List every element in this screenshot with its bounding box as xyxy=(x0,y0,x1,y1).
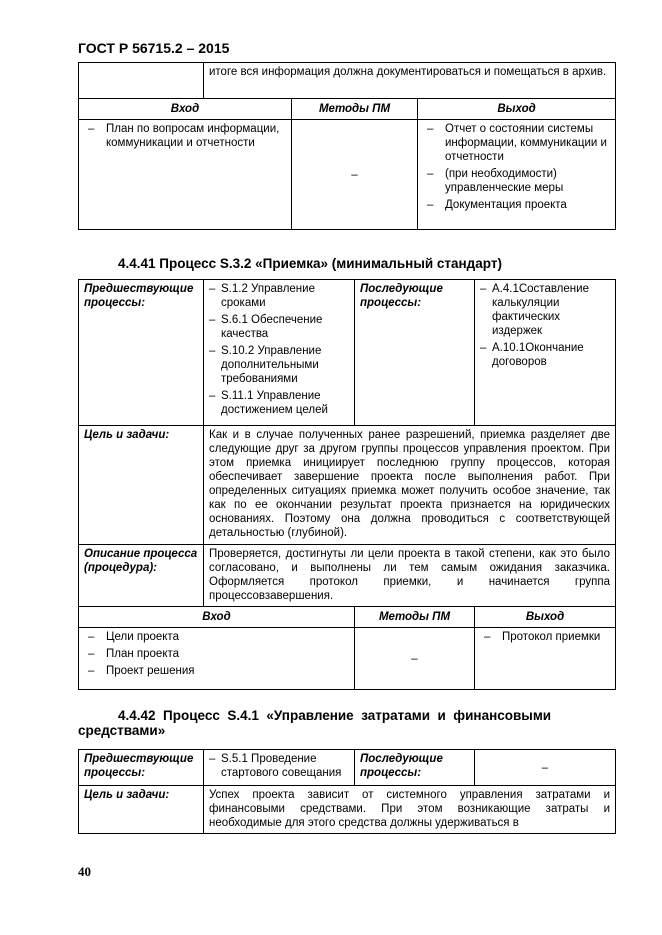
description-text: Проверяется, достигнуты ли цели проекта в такой степени, как это было согласовано, и выполнены ли тем самым ожидания заказчика. Оформляется протокол приемки, и начинается группа процессовзавершения. xyxy=(204,545,616,607)
successors-value: – xyxy=(475,750,616,786)
methods-cell: – xyxy=(355,628,475,690)
heading-line-2: средствами» xyxy=(78,723,166,738)
methods-cell: – xyxy=(292,120,418,230)
successor-item: – A.4.1Составление калькуляции фактических издержек xyxy=(480,282,610,338)
continuation-text: итоге вся информация должна документироваться и помещаться в архив. xyxy=(204,63,616,99)
input-item: – Проект решения xyxy=(84,664,349,678)
col-header-methods: Методы ПМ xyxy=(355,607,475,628)
predecessor-item: – S.11.1 Управление достижением целей xyxy=(209,389,349,417)
predecessor-item: – S.10.2 Управление дополнительными требованиями xyxy=(209,344,349,386)
successor-item: – A.10.1Окончание договоров xyxy=(480,341,610,369)
successors-cell xyxy=(475,280,616,426)
goal-text: Успех проекта зависит от системного управления затратами и финансовыми средствами. При этом возникающие затраты и необходимые для этого средства должны удерживаться в xyxy=(204,786,616,834)
col-header-input: Вход xyxy=(79,99,292,120)
section-heading-4-4-42 xyxy=(78,708,615,738)
outputs-cell xyxy=(418,120,616,230)
empty-cell xyxy=(79,63,204,99)
col-header-input: Вход xyxy=(79,607,355,628)
input-item: – Цели проекта xyxy=(84,630,349,644)
output-item: – Протокол приемки xyxy=(480,630,610,644)
table-top xyxy=(78,62,616,230)
goal-text: Как и в случае полученных ранее разрешений, приемка разделяет две следующие друг за другом группы процессов управления проектом. При этом приемка инициирует последнюю группу процессов, которая обеспечивает завершение проекта после выполнения работ. При определенных ситуациях приемка может получить особое значение, так как по ее окончании результат проекта признается на юридических основаниях. Поэтому она должна проводиться с соответствующей детальностью (глубиной). xyxy=(204,426,616,545)
successors-label: Последующие процессы: xyxy=(355,280,475,426)
table-s3-2 xyxy=(78,279,616,690)
inputs-cell xyxy=(79,628,355,690)
section-heading-4-4-41: 4.4.41 Процесс S.3.2 «Приемка» (минимальный стандарт) xyxy=(118,256,502,271)
output-item: – Отчет о состоянии системы информации, коммуникации и отчетности xyxy=(423,122,610,164)
document-header: ГОСТ Р 56715.2 – 2015 xyxy=(78,40,230,56)
predecessor-item: – S.1.2 Управление сроками xyxy=(209,282,349,310)
col-header-output: Выход xyxy=(475,607,616,628)
col-header-output: Выход xyxy=(418,99,616,120)
predecessors-label: Предшествующие процессы: xyxy=(79,280,204,426)
table-s4-1 xyxy=(78,749,616,834)
outputs-cell xyxy=(475,628,616,690)
predecessors-cell xyxy=(204,750,355,786)
output-item: – (при необходимости) управленческие меры xyxy=(423,167,610,195)
col-header-methods: Методы ПМ xyxy=(292,99,418,120)
output-item: – Документация проекта xyxy=(423,198,610,212)
goal-label: Цель и задачи: xyxy=(79,786,204,834)
predecessors-label: Предшествующие процессы: xyxy=(79,750,204,786)
page-number: 40 xyxy=(78,864,91,879)
inputs-cell xyxy=(79,120,292,230)
heading-line-1: 4.4.42 Процесс S.4.1 «Управление затратами и финансовыми xyxy=(118,708,552,723)
input-item: – План по вопросам информации, коммуникации и отчетности xyxy=(84,122,286,150)
input-item: – План проекта xyxy=(84,647,349,661)
goal-label: Цель и задачи: xyxy=(79,426,204,545)
predecessor-item: – S.6.1 Обеспечение качества xyxy=(209,313,349,341)
successors-label: Последующие процессы: xyxy=(355,750,475,786)
description-label: Описание процесса (процедура): xyxy=(79,545,204,607)
predecessor-item: – S.5.1 Проведение стартового совещания xyxy=(209,752,349,780)
predecessors-cell xyxy=(204,280,355,426)
